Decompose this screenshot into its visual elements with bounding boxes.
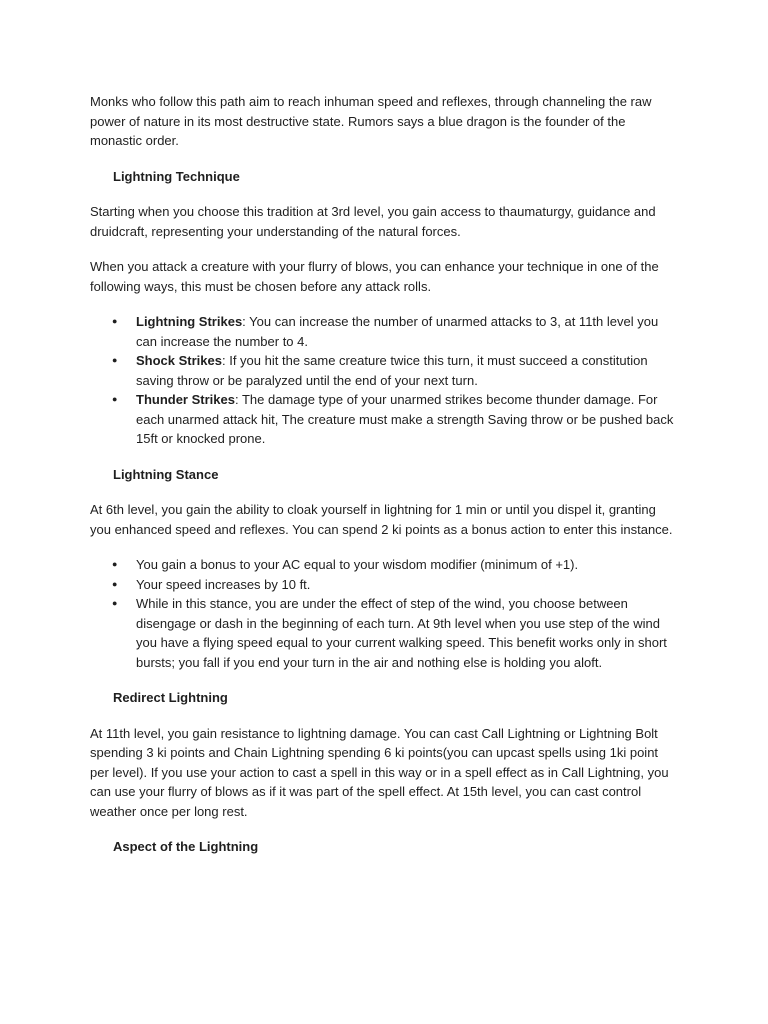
heading-redirect-lightning: Redirect Lightning [113,690,228,705]
intro-paragraph: Monks who follow this path aim to reach inhuman speed and reflexes, through channeling the raw power of nature in its most destructive state. Rumors says a blue dragon is the founder of the monastic order. [90,94,652,148]
redirect-paragraph: At 11th level, you gain resistance to lightning damage. You can cast Call Lightning or Lightning Bolt spending 3 ki points and Chain Lightning spending 6 ki points(you can upcast spells using 1ki point per level). If you use your action to cast a spell in this way or in a spell effect as in Call Lightning, you can use your flurry of blows as if it was part of the spell effect. At 15th level, you can cast control weather once per long rest. [90,725,669,819]
item-text: : If you hit the same creature twice this turn, it must succeed a constitution saving throw or be paralyzed until the end of your next turn. [136,353,648,388]
list-item: ● Your speed increases by 10 ft. [90,575,680,595]
list-item [90,351,680,390]
heading-lightning-stance: Lightning Stance [113,466,219,482]
list-item [90,312,680,351]
stance-list [90,555,680,672]
list-item [90,390,680,449]
heading-aspect-of-the-lightning: Aspect of the Lightning [113,839,259,854]
technique-list [90,312,680,449]
item-term: Lightning Strikes [136,314,243,329]
technique-paragraph-1: Starting when you choose this tradition at 3rd level, you gain access to thaumaturgy, guidance and druidcraft, representing your understanding of the natural forces. [90,204,656,239]
item-text: : The damage type of your unarmed strikes become thunder damage. For each unarmed attack hit, The creature must make a strength Saving throw or be pushed back 15ft or knocked prone. [136,392,674,446]
stance-paragraph: At 6th level, you gain the ability to cloak yourself in lightning for 1 min or until you dispel it, granting you enhanced speed and reflexes. You can spend 2 ki points as a bonus action to enter this instance. [90,502,673,537]
technique-paragraph-2: When you attack a creature with your flurry of blows, you can enhance your technique in one of the following ways, this must be chosen before any attack rolls. [90,259,659,294]
heading-lightning-technique: Lightning Technique [113,168,240,184]
document-page [90,92,680,873]
item-term: Shock Strikes [136,353,222,368]
list-item: ● You gain a bonus to your AC equal to your wisdom modifier (minimum of +1). [90,555,680,575]
item-text: : You can increase the number of unarmed attacks to 3, at 11th level you can increase the number to 4. [136,314,659,349]
item-term: Thunder Strikes [136,392,235,407]
list-item: ● While in this stance, you are under the effect of step of the wind, you choose between disengage or dash in the beginning of each turn. At 9th level when you use step of the wind you have a flying speed equal to your current walking speed. This benefit works only in short bursts; you fall if you end your turn in the air and nothing else is holding you aloft. [90,594,680,672]
